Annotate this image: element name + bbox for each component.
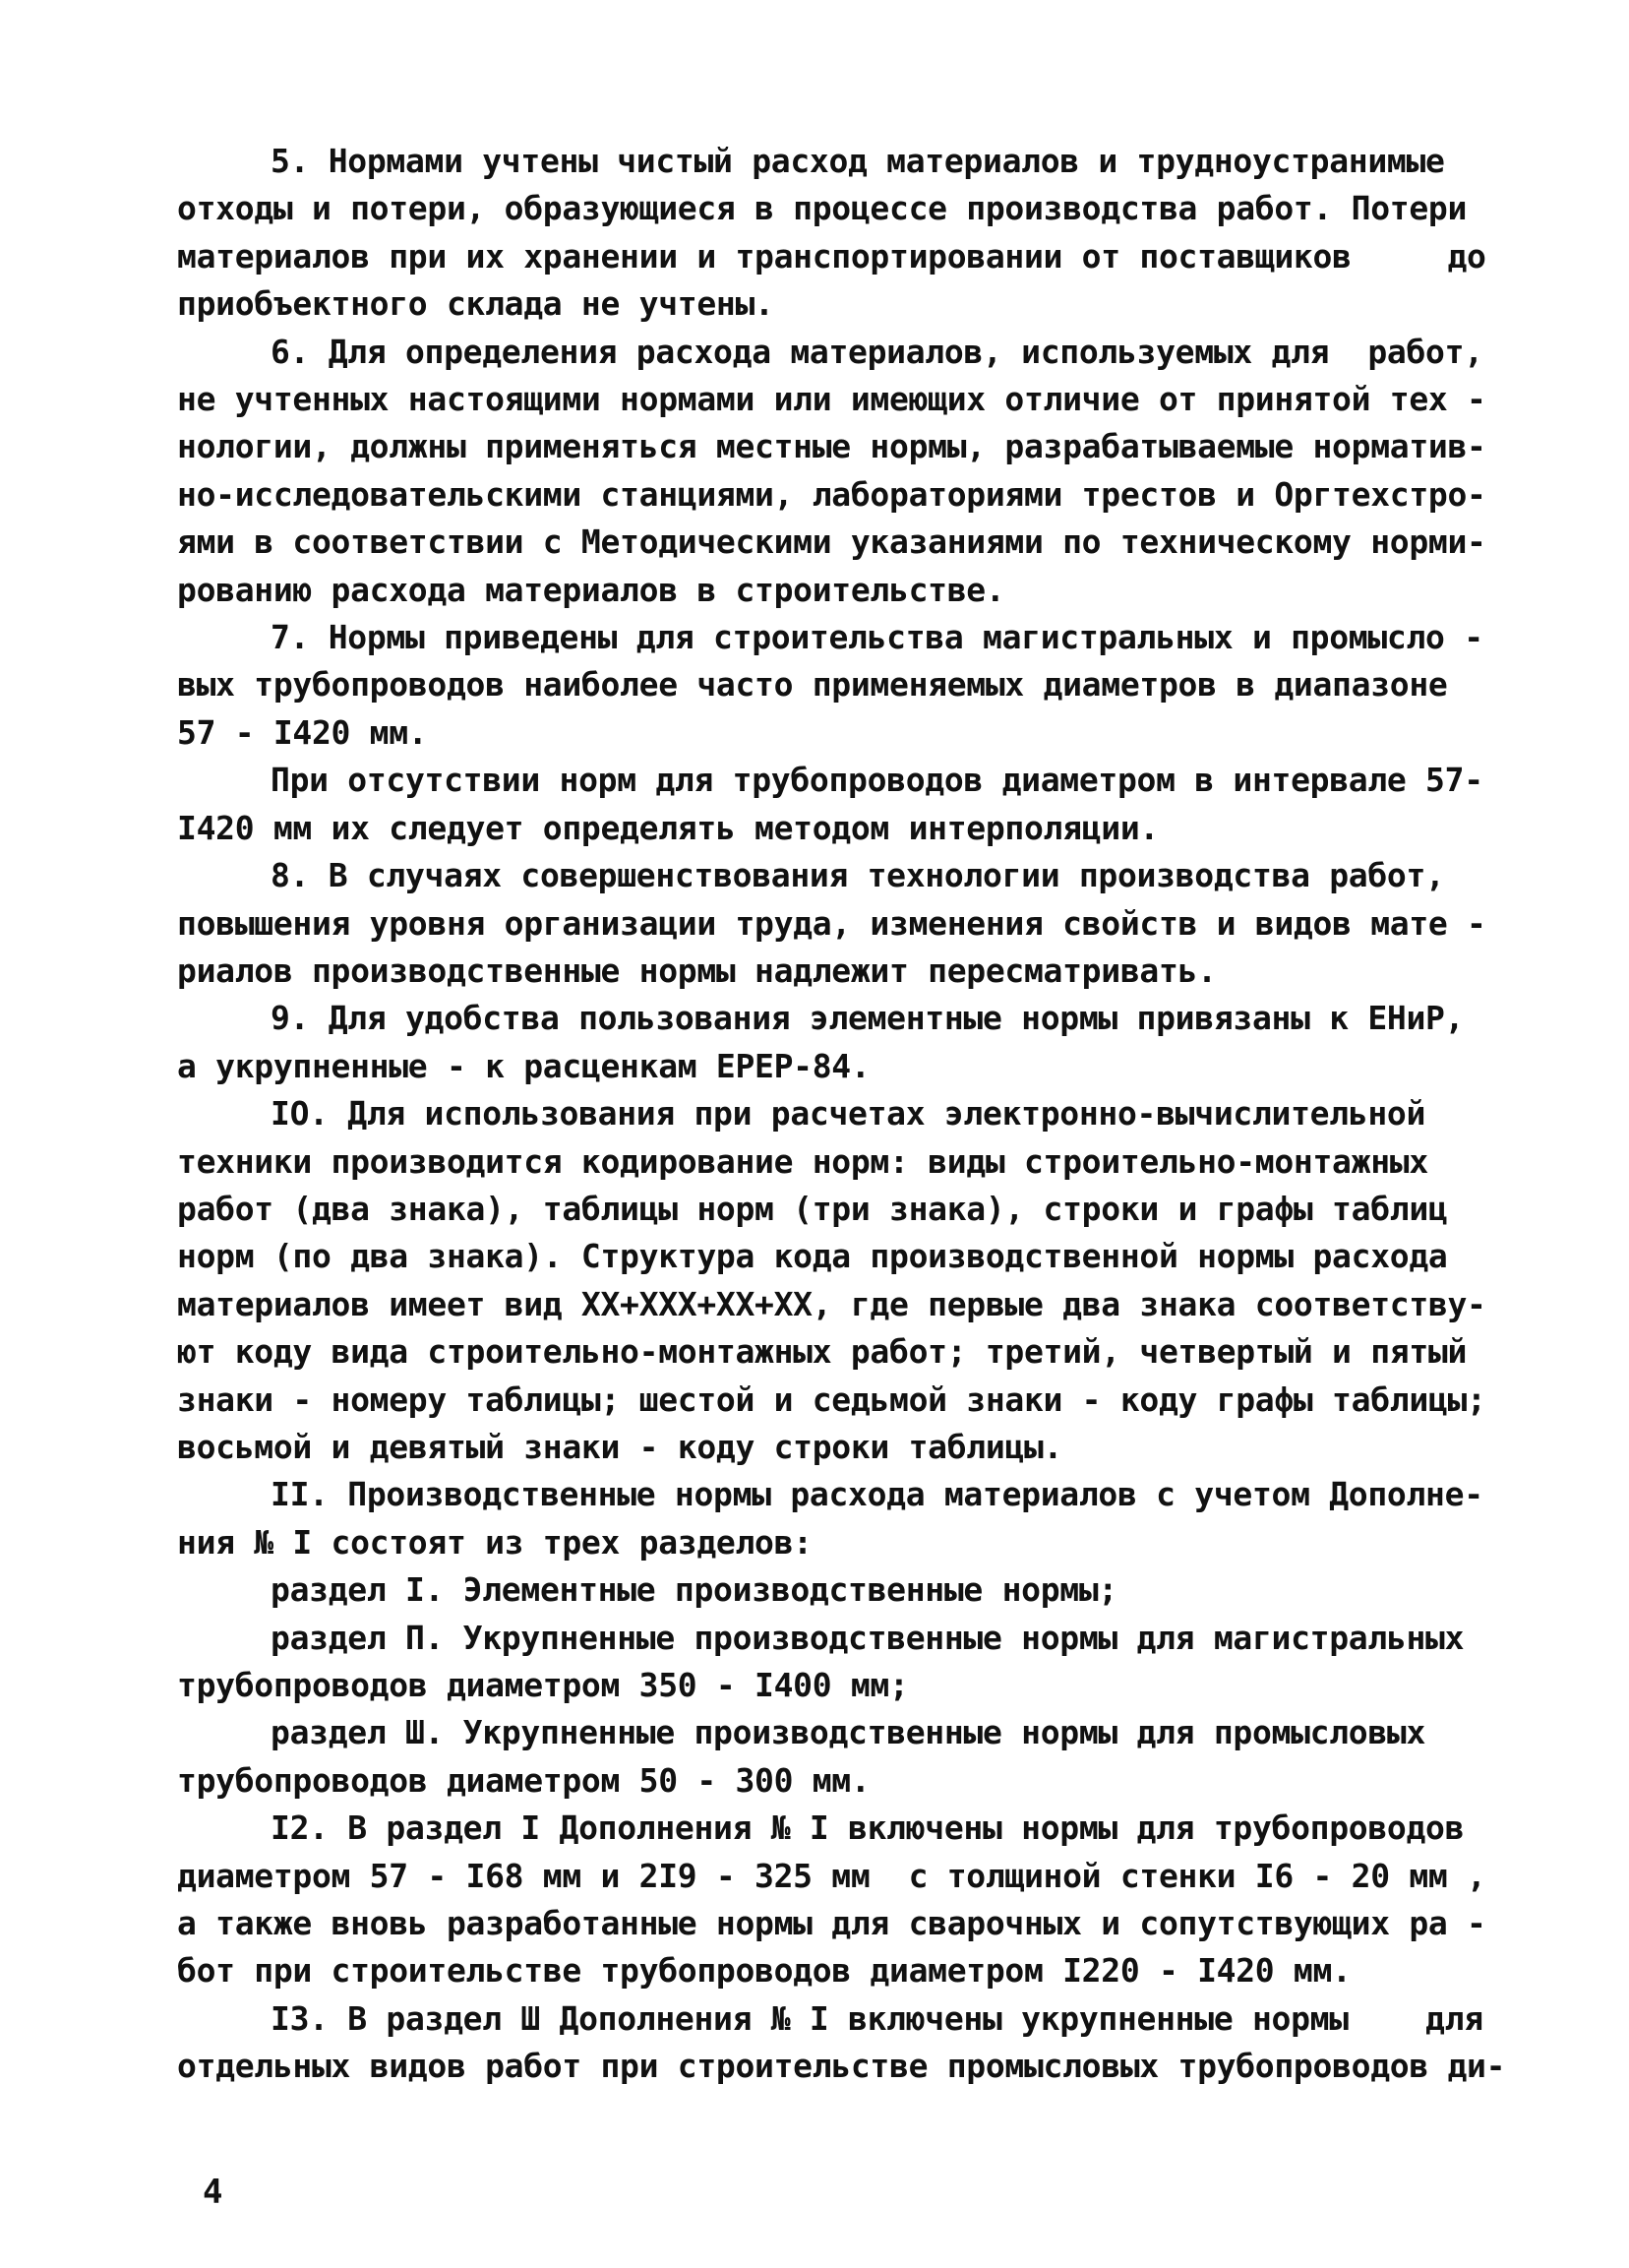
text-line: IO. Для использования при расчетах электронно-вычислительной	[271, 1094, 1426, 1134]
text-line: повышения уровня организации труда, изменения свойств и видов мате -	[177, 903, 1486, 943]
text-line: 7. Нормы приведены для строительства магистральных и промысло -	[271, 618, 1483, 657]
text-line: а укрупненные - к расценкам ЕРЕР-84.	[177, 1046, 871, 1085]
text-line: I2. В раздел I Дополнения № I включены нормы для трубопроводов	[271, 1808, 1465, 1848]
text-line: раздел П. Укрупненные производственные нормы для магистральных	[271, 1618, 1465, 1657]
text-line: раздел Ш. Укрупненные производственные нормы для промысловых	[271, 1713, 1426, 1752]
text-line: I3. В раздел Ш Дополнения № I включены укрупненные нормы для	[271, 1998, 1483, 2038]
document-body	[177, 138, 1506, 2091]
text-line: ями в соответствии с Методическими указаниями по техническому норми-	[177, 522, 1486, 562]
text-line: приобъектного склада не учтены.	[177, 284, 774, 324]
text-line: рованию расхода материалов в строительстве.	[177, 570, 1005, 609]
text-line: но-исследовательскими станциями, лабораториями трестов и Оргтехстро-	[177, 474, 1486, 514]
text-line: работ (два знака), таблицы норм (три знака), строки и графы таблиц	[177, 1189, 1448, 1228]
text-line: раздел I. Элементные производственные нормы;	[271, 1570, 1117, 1610]
text-line: I420 мм их следует определять методом интерполяции.	[177, 808, 1159, 847]
text-line: диаметром 57 - I68 мм и 2I9 - 325 мм с толщиной стенки I6 - 20 мм ,	[177, 1856, 1486, 1895]
text-line: II. Производственные нормы расхода материалов с учетом Дополне-	[271, 1475, 1483, 1514]
text-line: бот при строительстве трубопроводов диаметром I220 - I420 мм.	[177, 1951, 1352, 1991]
text-line: 6. Для определения расхода материалов, используемых для работ,	[271, 332, 1483, 371]
text-line: 8. В случаях совершенствования технологии производства работ,	[271, 856, 1445, 895]
text-line: 5. Нормами учтены чистый расход материалов и трудноустранимые	[271, 142, 1445, 180]
text-line: трубопроводов диаметром 350 - I400 мм;	[177, 1666, 909, 1704]
text-line: нологии, должны применяться местные нормы, разрабатываемые норматив-	[177, 427, 1486, 466]
text-line: ния № I состоят из трех разделов:	[177, 1522, 813, 1562]
text-line: материалов имеет вид ХХ+ХХХ+ХХ+ХХ, где первые два знака соответству-	[177, 1284, 1486, 1323]
text-line: материалов при их хранении и транспортировании от поставщиков до	[177, 236, 1486, 276]
text-line: отходы и потери, образующиеся в процессе производства работ. Потери	[177, 189, 1468, 228]
text-line: норм (по два знака). Структура кода производственной нормы расхода	[177, 1237, 1448, 1276]
text-line: не учтенных настоящими нормами или имеющих отличие от принятой тех -	[177, 380, 1486, 419]
text-line: трубопроводов диаметром 50 - 300 мм.	[177, 1760, 871, 1800]
text-line: ют коду вида строительно-монтажных работ; третий, четвертый и пятый	[177, 1332, 1468, 1372]
text-line: При отсутствии норм для трубопроводов диаметром в интервале 57-	[271, 761, 1483, 800]
text-line: техники производится кодирование норм: виды строительно-монтажных	[177, 1141, 1428, 1181]
page-number: 4	[203, 2173, 223, 2212]
text-line: восьмой и девятый знаки - коду строки таблицы.	[177, 1427, 1063, 1466]
text-line: а также вновь разработанные нормы для сварочных и сопутствующих ра -	[177, 1904, 1486, 1943]
text-line: отдельных видов работ при строительстве промысловых трубопроводов ди-	[177, 2047, 1506, 2086]
text-line: вых трубопроводов наиболее часто применяемых диаметров в диапазоне	[177, 665, 1448, 705]
text-line: риалов производственные нормы надлежит пересматривать.	[177, 950, 1217, 990]
text-line: 9. Для удобства пользования элементные нормы привязаны к ЕНиР,	[271, 999, 1465, 1038]
text-line: 57 - I420 мм.	[177, 712, 428, 752]
text-line: знаки - номеру таблицы; шестой и седьмой знаки - коду графы таблицы;	[177, 1379, 1486, 1419]
